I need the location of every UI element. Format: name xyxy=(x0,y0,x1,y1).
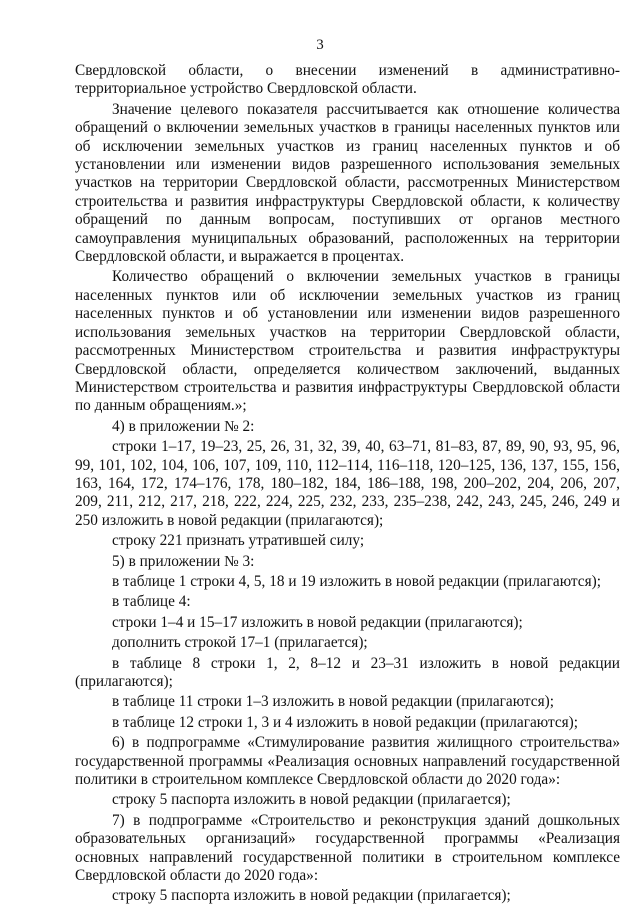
paragraph: 4) в приложении № 2: xyxy=(112,417,255,435)
paragraph: Количество обращений о включении земельных участков в границы населенных пунктов или об исключении земельных участков из границ населенных пунктов и об установлении или изменении видов разрешенного использования земельных участков на территории Свердловской области, рассмотренных Министерством строительства и развития инфраструктуры Свердловской области, определяется количеством заключений, выданных Министерством строительства и развития инфраструктуры Свердловской области по данным обращениям.»; xyxy=(75,268,620,415)
paragraph: Свердловской области, о внесении изменений в административно-территориальное устройство Свердловской области. xyxy=(75,62,620,98)
paragraph: строку 5 паспорта изложить в новой редакции (прилагается); xyxy=(112,887,511,905)
paragraph: в таблице 4: xyxy=(112,593,191,611)
paragraph: 5) в приложении № 3: xyxy=(112,552,255,570)
document-body xyxy=(75,62,620,906)
paragraph: строку 5 паспорта изложить в новой редакции (прилагается); xyxy=(112,791,511,809)
paragraph: строку 221 признать утратившей силу; xyxy=(112,532,365,550)
paragraph: дополнить строкой 17–1 (прилагается); xyxy=(112,634,368,652)
paragraph: в таблице 1 строки 4, 5, 18 и 19 изложить в новой редакции (прилагаются); xyxy=(112,572,601,590)
paragraph: в таблице 8 строки 1, 2, 8–12 и 23–31 изложить в новой редакции (прилагаются); xyxy=(75,654,620,690)
paragraph: Значение целевого показателя рассчитывается как отношение количества обращений о включении земельных участков в границы населенных пунктов или об исключении земельных участков из границ населенных пунктов и об установлении или изменении видов разрешенного использования земельных участков на территории Свердловской области, рассмотренных Министерством строительства и развития инфраструктуры Свердловской области, к количеству обращений по данным вопросам, поступивших от органов местного самоуправления муниципальных образований, расположенных на территории Свердловской области, и выражается в процентах. xyxy=(75,100,620,266)
paragraph: строки 1–17, 19–23, 25, 26, 31, 32, 39, 40, 63–71, 81–83, 87, 89, 90, 93, 95, 96, 99, 101, 102, 104, 106, 107, 109, 110, 112–114, 116–118, 120–125, 136, 137, 155, 156, 163, 164, 172, 174–176, 178, 180–182, 184, 186–188, 198, 200–202, 204, 206, 207, 209, 211, 212, 217, 218, 222, 224, 225, 232, 233, 235–238, 242, 243, 245, 246, 249 и 250 изложить в новой редакции (прилагаются); xyxy=(75,438,620,529)
paragraph: в таблице 11 строки 1–3 изложить в новой редакции (прилагаются); xyxy=(112,693,554,711)
paragraph: строки 1–4 и 15–17 изложить в новой редакции (прилагаются); xyxy=(112,613,523,631)
paragraph: в таблице 12 строки 1, 3 и 4 изложить в новой редакции (прилагаются); xyxy=(112,713,579,731)
paragraph: 7) в подпрограмме «Строительство и реконструкция зданий дошкольных образовательных организаций» государственной программы «Реализация основных направлений государственной политики в строительном комплексе Свердловской области до 2020 года»: xyxy=(75,811,620,885)
page-number: 3 xyxy=(316,37,324,53)
paragraph: 6) в подпрограмме «Стимулирование развития жилищного строительства» государственной программы «Реализация основных направлений государственной политики в строительном комплексе Свердловской области до 2020 года»: xyxy=(75,734,620,789)
